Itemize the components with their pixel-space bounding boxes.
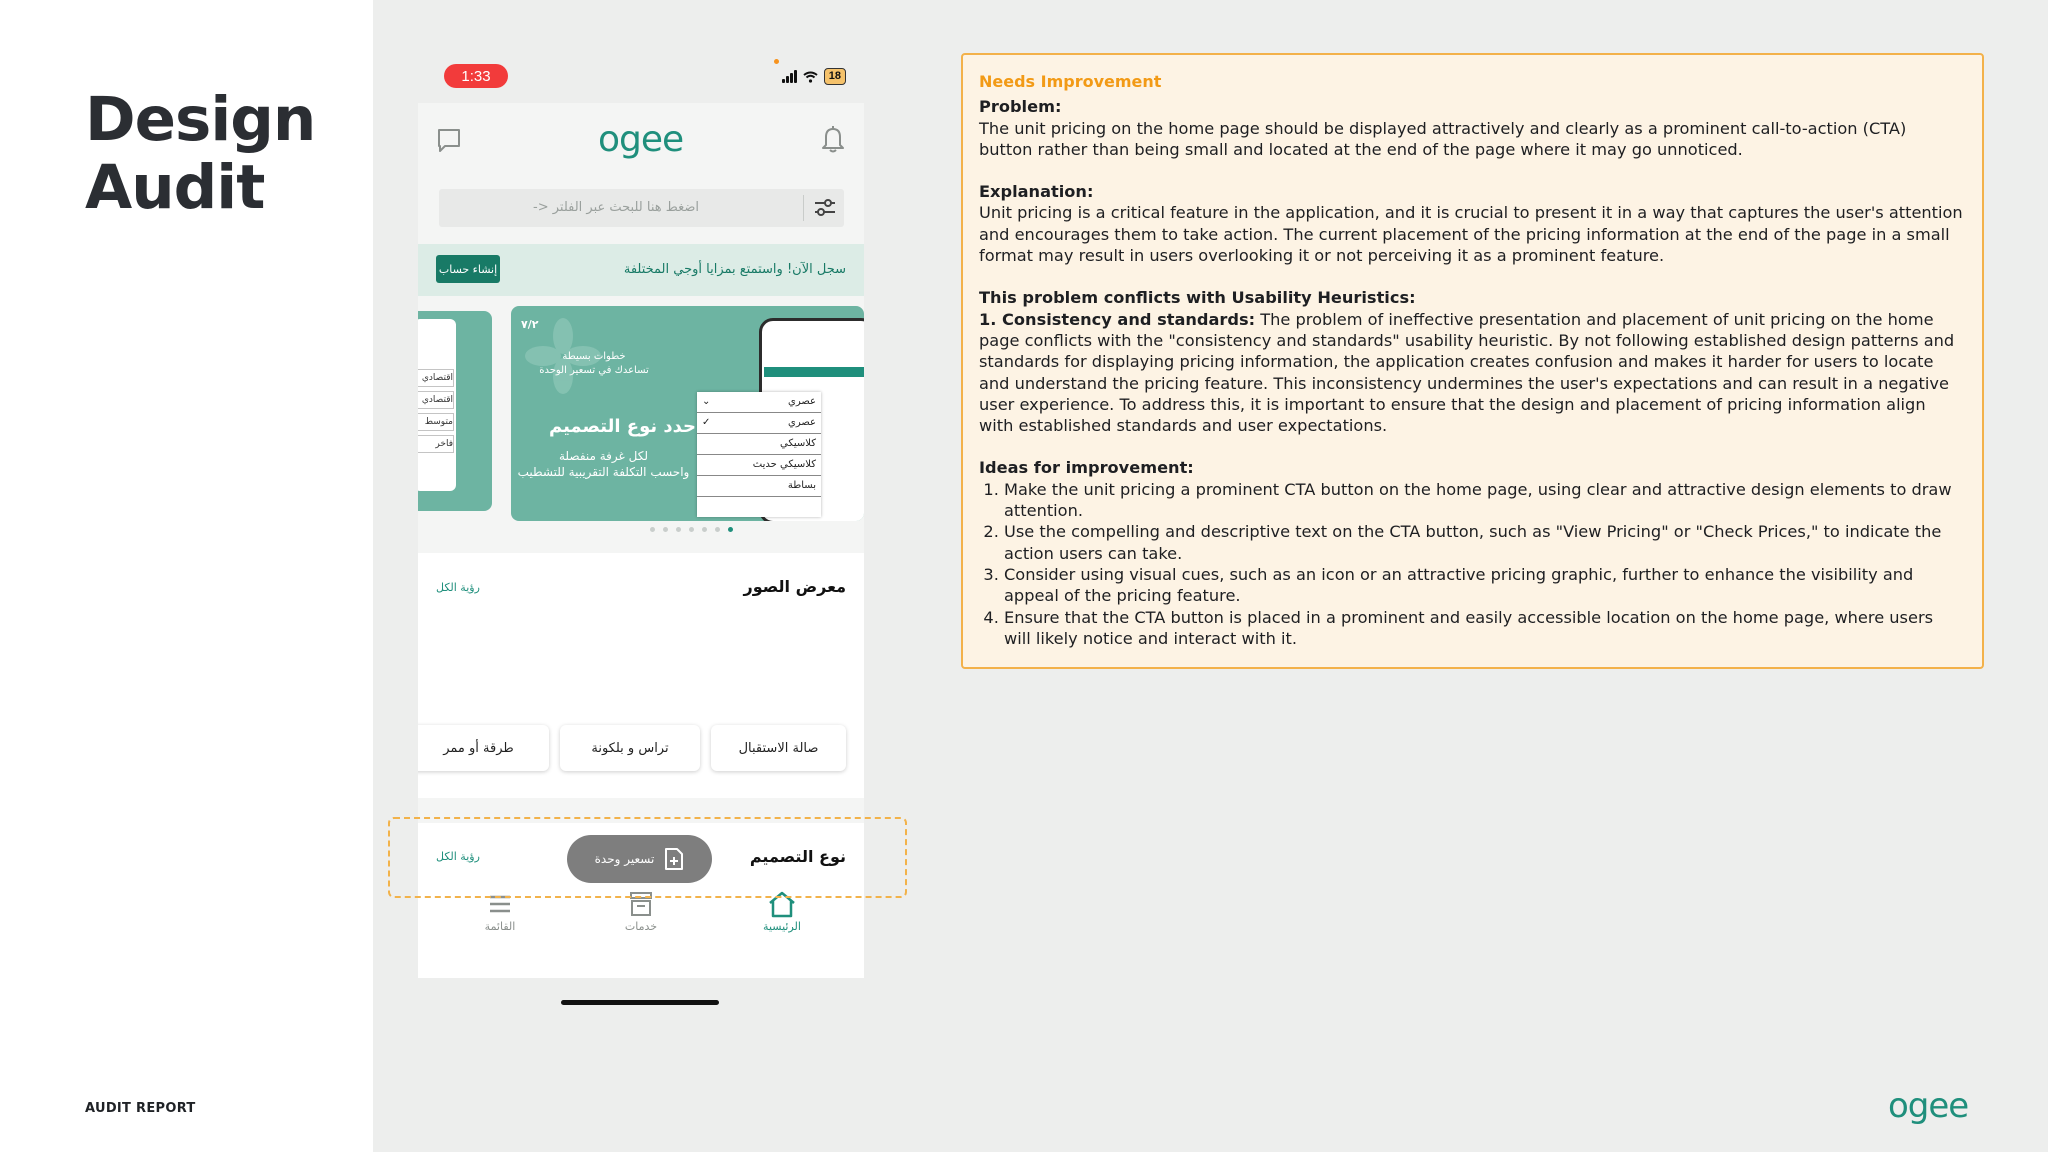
search-bar[interactable] <box>439 189 844 227</box>
idea-item: 1. Make the unit pricing a prominent CTA button on the home page, using clear and attractive design elements to draw attention. <box>1004 479 1964 522</box>
dropdown-option: بساطة <box>697 476 821 497</box>
prev-option: فاخر <box>418 435 454 453</box>
conflict-label: 1. Consistency and standards: <box>979 309 1256 329</box>
design-type-dropdown <box>697 392 821 517</box>
carousel-slide-current[interactable] <box>511 306 864 521</box>
filter-icon[interactable] <box>812 197 838 219</box>
problem-text: The unit pricing on the home page should be displayed attractively and clearly as a prominent call-to-action (CTA) button rather than being small and located at the end of the page where it may go unnoticed. <box>979 118 1907 159</box>
dropdown-option-label: عصري <box>788 396 816 407</box>
dropdown-option: كلاسيكي حديث <box>697 455 821 476</box>
idea-item: 3. Consider using visual cues, such as an icon or an attractive pricing graphic, further to enhance the visibility and appeal of the pricing feature. <box>1004 564 1964 607</box>
dropdown-option <box>697 392 821 413</box>
explanation-text: Unit pricing is a critical feature in the application, and it is crucial to present it in a way that captures the user's attention and encourages them to take action. The current placement of the pricing information at the end of the page in a small format may result in users overlooking it or not perceiving it as a prominent feature. <box>979 203 1963 266</box>
unit-pricing-label: تسعير وحدة <box>594 852 655 866</box>
chip-reception-hall[interactable]: صالة الاستقبال <box>711 725 846 771</box>
ideas-heading: Ideas for improvement: <box>979 458 1194 478</box>
signal-icon <box>782 70 797 83</box>
conflict-text: The problem of ineffective presentation and placement of unit pricing on the home page conflicts with the "consistency and standards" usability heuristic. By not following established design patterns and standards for displaying pricing information, the application creates confusion and makes it harder for users to locate and understand the pricing feature. This inconsistency undermines the user's expectations and can result in a negative user experience. To address this, it is important to ensure that the design and placement of pricing information align with established standards and user expectations. <box>979 309 1955 436</box>
tab-home-label: الرئيسية <box>763 920 801 933</box>
page-title <box>85 86 315 222</box>
dropdown-option <box>697 413 821 434</box>
prev-option: اقتصادي <box>418 369 454 387</box>
signup-banner-text: سجل الآن! واستمتع بمزايا أوجي المختلفة <box>623 262 846 277</box>
left-panel <box>0 0 373 1152</box>
problem-heading: Problem: <box>979 97 1062 117</box>
battery-icon: 18 <box>824 68 846 85</box>
explanation-heading: Explanation: <box>979 182 1094 202</box>
chat-icon[interactable] <box>435 126 463 154</box>
slide-subtitle: لكل غرفة منفصلة واحسب التكلفة التقريبية للتشطيب <box>517 449 690 479</box>
carousel-dot[interactable] <box>663 527 668 532</box>
check-icon: ✓ <box>702 417 711 428</box>
carousel-dot[interactable] <box>715 527 720 532</box>
chevron-down-icon: ⌄ <box>702 396 711 407</box>
slide-phone-mock <box>418 319 456 491</box>
idea-item: 2. Use the compelling and descriptive text on the CTA button, such as "View Pricing" or "Check Prices," to indicate the action users can take. <box>1004 521 1964 564</box>
prev-option: متوسط <box>418 413 454 431</box>
carousel-dots[interactable] <box>650 527 733 532</box>
carousel-dot[interactable] <box>728 527 733 532</box>
gallery-title: معرض الصور <box>743 577 846 596</box>
app-header <box>418 103 864 183</box>
mock-progress-bar <box>764 367 864 377</box>
gallery-see-all-link[interactable]: رؤية الكل <box>436 581 480 594</box>
footer-label: AUDIT REPORT <box>85 1101 196 1116</box>
status-icons <box>782 68 846 85</box>
search-divider <box>803 195 804 221</box>
conflict-heading: This problem conflicts with Usability Heuristics: <box>979 288 1416 308</box>
slide-page-number: ٧/٢ <box>521 318 539 331</box>
carousel-dot[interactable] <box>676 527 681 532</box>
carousel-dot[interactable] <box>689 527 694 532</box>
chip-corridor[interactable]: طرقة أو ممر <box>418 725 549 771</box>
search-input[interactable]: -> اضغط هنا للبحث عبر الفلتر <box>533 200 699 215</box>
slide-title: حدد نوع التصميم <box>548 416 696 437</box>
idea-item: 4. Ensure that the CTA button is placed in a prominent and easily accessible location on the home page, where users will likely notice and interact with it. <box>1004 607 1964 650</box>
ideas-list <box>979 479 1964 649</box>
signup-banner <box>418 244 864 296</box>
tab-menu-label: القائمة <box>484 920 516 933</box>
dropdown-option-label: عصري <box>788 417 816 428</box>
chip-terrace-balcony[interactable]: تراس و بلكونة <box>560 725 700 771</box>
gallery-section <box>418 553 864 798</box>
tab-services-label: خدمات <box>624 920 658 933</box>
dropdown-option: كلاسيكي <box>697 434 821 455</box>
status-label: Needs Improvement <box>979 72 1162 91</box>
carousel-dot[interactable] <box>702 527 707 532</box>
app-logo: ogee <box>598 119 684 160</box>
carousel-dot[interactable] <box>650 527 655 532</box>
home-indicator <box>561 1000 719 1005</box>
slide-steps-text: خطوات بسيطة تساعدك في تسعير الوحدة <box>539 351 649 376</box>
conflict-paragraph <box>979 309 1964 437</box>
title-line-1: Design <box>85 84 316 155</box>
create-account-button[interactable]: إنشاء حساب <box>436 255 500 283</box>
carousel-slide-previous[interactable] <box>418 311 492 511</box>
brand-logo: ogee <box>1888 1086 1969 1126</box>
status-time: 1:33 <box>444 64 508 88</box>
title-line-2: Audit <box>85 152 265 223</box>
prev-option: اقتصادي <box>418 391 454 409</box>
wifi-icon <box>803 71 818 83</box>
onboarding-carousel[interactable] <box>418 303 864 543</box>
design-type-title: نوع التصميم <box>749 847 846 866</box>
audit-finding-box <box>961 53 1984 669</box>
recording-dot <box>774 59 779 64</box>
issue-highlight-box <box>388 817 907 898</box>
bell-icon[interactable] <box>818 123 848 155</box>
design-type-see-all-link[interactable]: رؤية الكل <box>436 850 480 863</box>
